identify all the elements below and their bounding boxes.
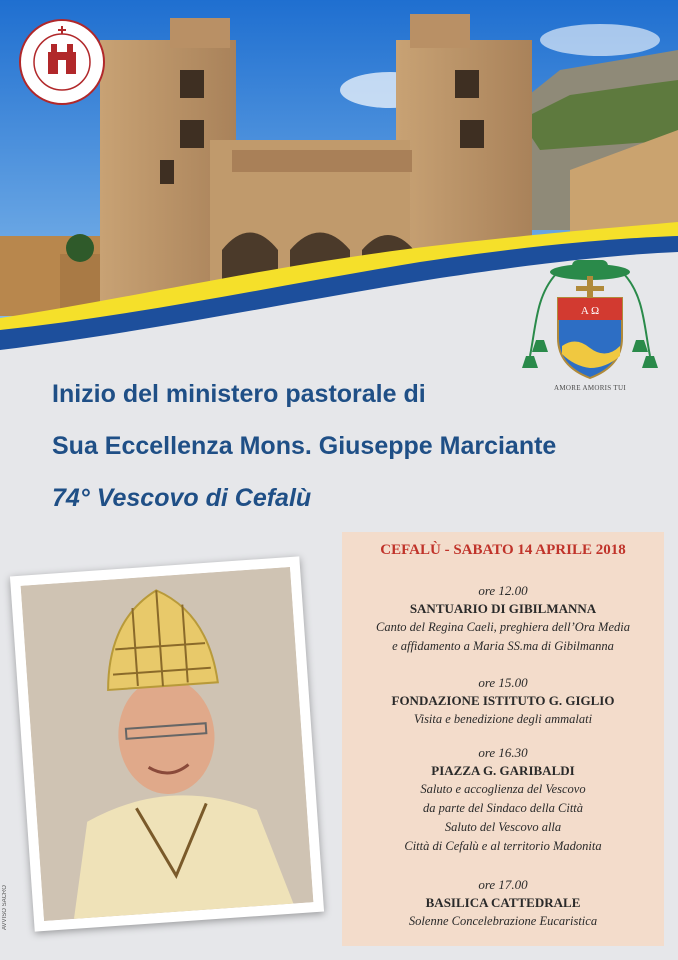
event-description: da parte del Sindaco della Città	[422, 801, 584, 815]
event-description: e affidamento a Maria SS.ma di Gibilmanna	[392, 639, 614, 653]
side-note: AVVISO SACRO	[2, 885, 8, 930]
event-time: ore 16.30	[478, 745, 528, 760]
event-description: Canto del Regina Caeli, preghiera dell’Ora Media	[375, 620, 630, 634]
event-item	[342, 744, 664, 856]
coat-of-arms	[516, 256, 664, 404]
event-time: ore 12.00	[478, 583, 528, 598]
event-item	[342, 582, 664, 656]
event-description: Solenne Concelebrazione Eucaristica	[408, 914, 598, 928]
event-description: Visita e benedizione degli ammalati	[413, 712, 593, 726]
program-date: CEFALÙ - SABATO 14 APRILE 2018	[380, 542, 626, 558]
diocese-logo	[18, 18, 106, 106]
coat-letters: A Ω	[580, 305, 600, 317]
program-panel	[342, 532, 664, 946]
event-description: Saluto e accoglienza del Vescovo	[420, 782, 586, 796]
event-item	[342, 876, 664, 931]
diocese-seal-icon	[18, 18, 106, 106]
event-place: BASILICA CATTEDRALE	[425, 895, 581, 910]
event-item	[342, 674, 664, 729]
coat-motto: AMORE AMORIS TUI	[554, 384, 626, 392]
bishop-photo-frame	[10, 556, 324, 931]
heading-bishop-number: 74° Vescovo di Cefalù	[52, 484, 312, 512]
event-time: ore 15.00	[478, 675, 528, 690]
event-place: FONDAZIONE ISTITUTO G. GIGLIO	[391, 693, 615, 708]
heading-ministry: Inizio del ministero pastorale di	[52, 380, 426, 408]
event-place: SANTUARIO DI GIBILMANNA	[409, 601, 597, 616]
episcopal-coat-of-arms-icon	[516, 256, 664, 404]
event-time: ore 17.00	[478, 877, 528, 892]
bishop-portrait-image	[21, 567, 314, 921]
event-description: Saluto del Vescovo alla	[444, 820, 562, 834]
heading-bishop-name: Sua Eccellenza Mons. Giuseppe Marciante	[52, 432, 557, 460]
event-place: PIAZZA G. GARIBALDI	[431, 763, 575, 778]
event-description: Città di Cefalù e al territorio Madonita	[404, 839, 602, 853]
